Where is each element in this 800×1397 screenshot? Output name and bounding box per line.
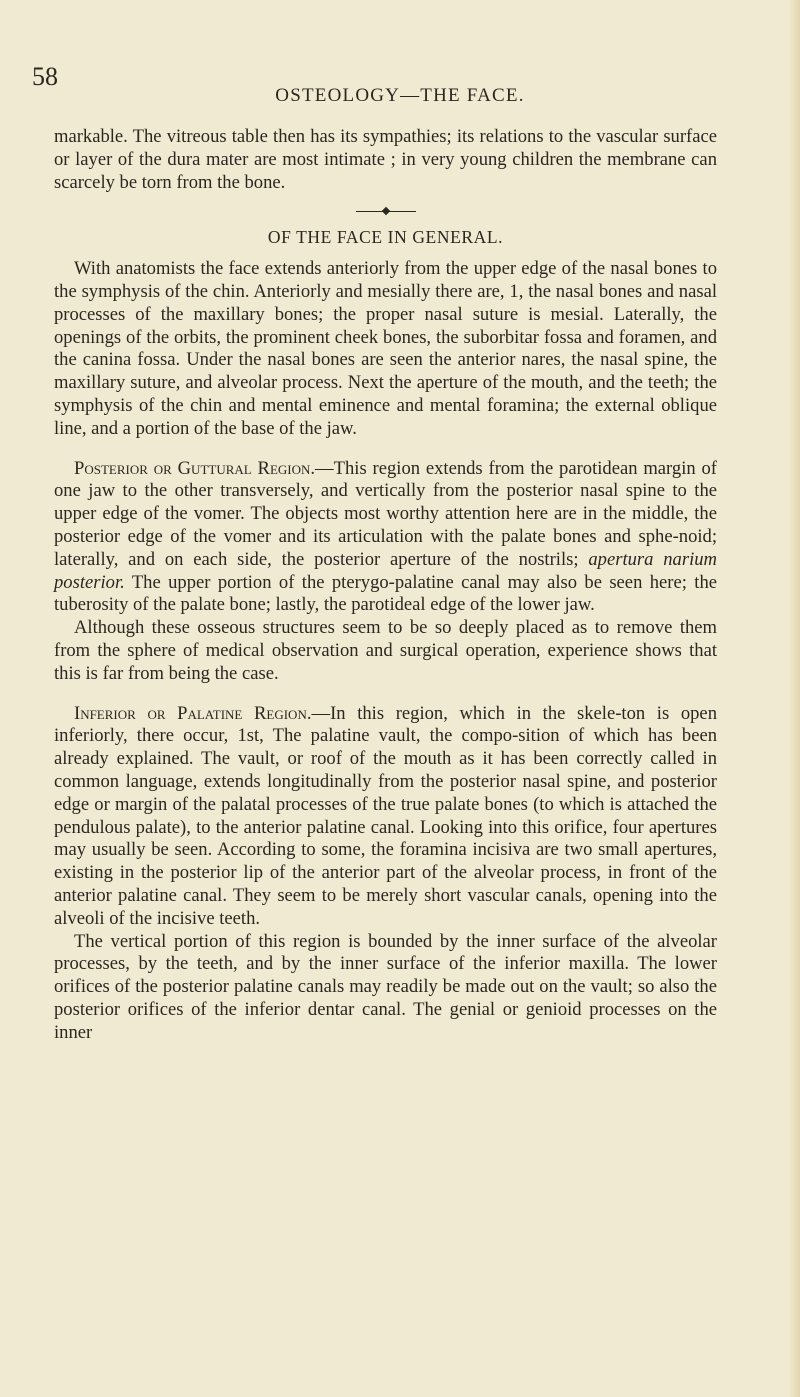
paragraph-osseous-structures: Although these osseous structures seem to be so deeply placed as to remove them from the sphere of medical observation and surgical operation, experience shows that this is far from being the case. [54, 617, 717, 684]
paragraph-vertical-portion: The vertical portion of this region is bounded by the inner surface of the alveolar processes, by the teeth, and by the inner surface of the inferior maxilla. The lower orifices of the posterior palatine canals may readily be made out on the vault; so also the posterior orifices of the inferior dentar canal. The genial or genioid processes on the inner [54, 930, 717, 1043]
subsection-heading-inferior: Inferior or Palatine Region. [74, 702, 312, 724]
body-text [54, 126, 717, 1044]
paragraph-posterior-region [54, 458, 717, 618]
paragraph-face-general: With anatomists the face extends anteriorly from the upper edge of the nasal bones to the symphysis of the chin. Anteriorly and mesially there are, 1, the nasal bones and nasal processes of the maxillary bones; the proper nasal suture is mesial. Laterally, the openings of the orbits, the prominent cheek bones, the suborbitar fossa and foramen, and the canina fossa. Under the nasal bones are seen the anterior nares, the nasal spine, the maxillary suture, and alveolar process. Next the aperture of the mouth, and the teeth; the symphysis of the chin and mental eminence and mental foramina; the external oblique line, and a portion of the base of the jaw. [54, 258, 717, 439]
divider-diamond-icon [381, 207, 389, 215]
page-edge-shadow [788, 0, 800, 1397]
paragraph-inferior-region [54, 703, 717, 931]
section-title: OF THE FACE IN GENERAL. [267, 227, 504, 248]
subsection-heading-posterior: Posterior or Guttural Region. [74, 457, 316, 479]
paragraph-text: The upper portion of the pterygo-palatine canal may also be seen here; the tuberosity of the palate bone; lastly, the parotideal edge of the lower jaw. [54, 571, 717, 616]
paragraph-gap [54, 686, 717, 703]
paragraph-text: —This region extends from the parotidean margin of one jaw to the other transversely, and vertically from the posterior nasal spine to the upper edge of the vomer. The objects most worthy attention here are in the middle, the posterior edge of the vomer and its articulation with the palate bones and sphe-noid; laterally, and on each side, the posterior aperture of the nostrils; [54, 457, 717, 570]
page-number: 58 [32, 62, 58, 91]
paragraph-gap [54, 441, 717, 458]
section-divider [356, 211, 416, 212]
running-head: OSTEOLOGY—THE FACE. [275, 85, 525, 106]
paragraph-continuation: markable. The vitreous table then has its sympathies; its relations to the vascular surface or layer of the dura mater are most intimate ; in very young children the membrane can scarcely be torn from the bone. [54, 126, 717, 193]
italic-term: apertura narium posterior. [54, 548, 717, 593]
paragraph-text: —In this region, which in the skele-ton is open inferiorly, there occur, 1st, The palatine vault, the compo-sition of which has been already explained. The vault, or roof of the mouth as it has been correctly called in common language, extends longitudinally from the posterior nasal spine, and posterior edge or margin of the palatal processes of the true palate bones (to which is attached the pendulous palate), to the anterior palatine canal. Looking into this orifice, four apertures may usually be seen. According to some, the foramina incisiva are two small apertures, existing in the posterior lip of the anterior part of the alveolar process, in front of the anterior palatine canal. They seem to be merely short vascular canals, opening into the alveoli of the incisive teeth. [54, 702, 717, 929]
